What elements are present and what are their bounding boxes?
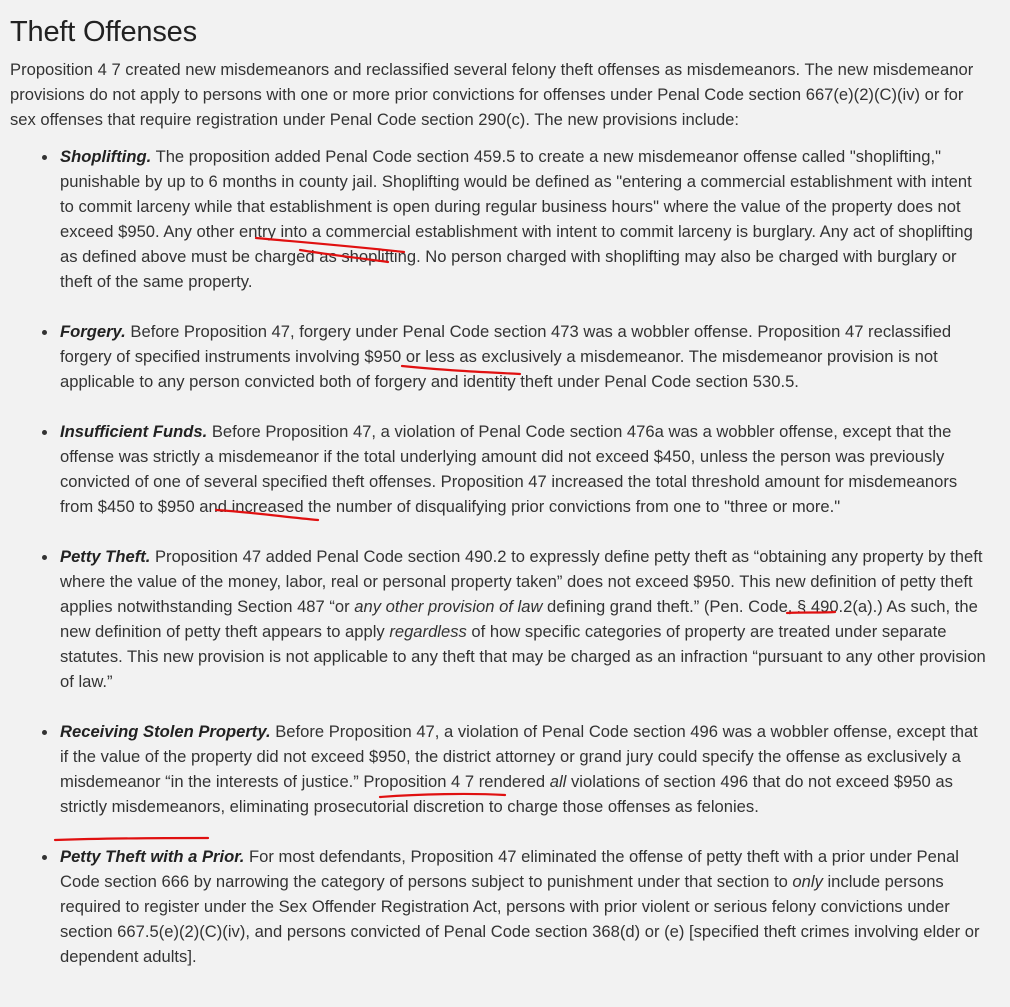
emphasis-text: any other provision of law (354, 597, 543, 616)
list-item-petty-theft (60, 544, 990, 694)
offense-description: Before Proposition 47, a violation of Penal Code section 476a was a wobbler offense, except that the offense was strictly a misdemeanor if the total underlying amount did not exceed $450, unless the person was previously convicted of one of several specified theft offenses. Proposition 47 increased the total threshold amount for misdemeanors from $450 to $950 and increased the number of disqualifying prior convictions from one to "three or more." (60, 422, 958, 516)
offense-term: Shoplifting. (60, 147, 152, 166)
offense-description-cont: defining grand theft.” (Pen. Code, § 490.2(a).) As such, the new definition of petty theft appears to apply (60, 597, 978, 641)
emphasis-text: regardless (389, 622, 467, 641)
list-item-receiving-stolen-property (60, 719, 990, 819)
offense-term: Receiving Stolen Property. (60, 722, 271, 741)
offense-description-cont: violations of section 496 that do not exceed $950 as strictly misdemeanors, eliminating prosecutorial discretion to charge those offenses as felonies. (60, 772, 953, 816)
offense-term: Insufficient Funds. (60, 422, 208, 441)
offense-description-cont: of how specific categories of property are treated under separate statutes. This new provision is not applicable to any theft that may be charged as an infraction “pursuant to any other provision of law.” (60, 622, 986, 691)
list-item-shoplifting (60, 144, 990, 294)
emphasis-text: only (792, 872, 823, 891)
list-item-forgery (60, 319, 990, 394)
intro-paragraph: Proposition 4 7 created new misdemeanors and reclassified several felony theft offenses as misdemeanors. The new misdemeanor provisions do not apply to persons with one or more prior convictions for offenses under Penal Code section 667(e)(2)(C)(iv) or for sex offenses that require registration under Penal Code section 290(c). The new provisions include: (10, 60, 974, 129)
offense-list (0, 144, 990, 994)
offense-description: Proposition 47 added Penal Code section 490.2 to expressly define petty theft as “obtaining any property by theft where the value of the money, labor, real or personal property taken” does not exceed $950. This new definition of petty theft applies notwithstanding Section 487 “or (60, 547, 983, 616)
offense-description: The proposition added Penal Code section 459.5 to create a new misdemeanor offense called "shoplifting," punishable by up to 6 months in county jail. Shoplifting would be defined as "entering a commercial establishment with intent to commit larceny while that establishment is open during regular business hours" where the value of the property does not exceed $950. Any other entry into a commercial establishment with intent to commit larceny is burglary. Any act of shoplifting as defined above must be charged as shoplifting. No person charged with shoplifting may also be charged with burglary or theft of the same property. (60, 147, 973, 291)
offense-term: Petty Theft with a Prior. (60, 847, 245, 866)
offense-term: Petty Theft. (60, 547, 151, 566)
page-title: Theft Offenses (10, 16, 197, 48)
offense-description: Before Proposition 47, forgery under Penal Code section 473 was a wobbler offense. Proposition 47 reclassified forgery of specified instruments involving $950 or less as exclusively a misdemeanor. The misdemeanor provision is not applicable to any person convicted both of forgery and identity theft under Penal Code section 530.5. (60, 322, 952, 391)
emphasis-text: all (549, 772, 567, 791)
list-item-insufficient-funds (60, 419, 990, 519)
offense-term: Forgery. (60, 322, 126, 341)
offense-description-cont: include persons required to register under the Sex Offender Registration Act, persons with prior violent or serious felony convictions under section 667.5(e)(2)(C)(iv), and persons convicted of Penal Code section 368(d) or (e) [specified theft crimes involving elder or dependent adults]. (60, 872, 980, 966)
offense-description: Before Proposition 47, a violation of Penal Code section 496 was a wobbler offense, except that if the value of the property did not exceed $950, the district attorney or grand jury could specify the offense as exclusively a misdemeanor “in the interests of justice.” Proposition 4 7 rendered (60, 722, 978, 791)
list-item-petty-theft-with-prior (60, 844, 990, 969)
offense-description: For most defendants, Proposition 47 eliminated the offense of petty theft with a prior under Penal Code section 666 by narrowing the category of persons subject to punishment under that section to (60, 847, 959, 891)
